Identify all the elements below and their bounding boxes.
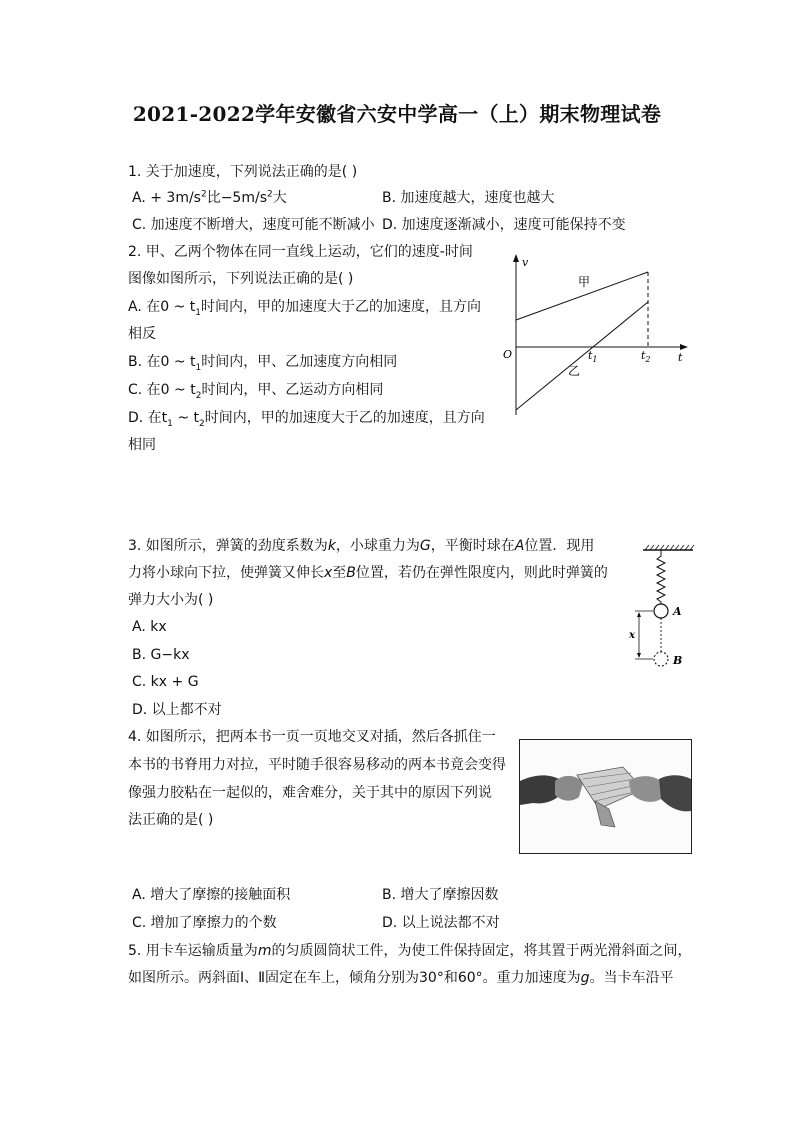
q1-stem: 1. 关于加速度，下列说法正确的是( )	[128, 164, 358, 180]
q5-stem-line2: 如图所示。两斜面Ⅰ、Ⅱ固定在车上，倾角分别为30°和60°。重力加速度为g。当卡车沿平	[128, 970, 674, 986]
q1-option-b: B. 加速度越大，速度也越大	[382, 190, 555, 206]
q4-stem-line1: 4. 如图所示，把两本书一页一页地交叉对插，然后各抓住一	[128, 729, 496, 745]
q2-option-d: D. 在$t_1$ ~ $t_2$时间内，甲的加速度大于乙的加速度，且方向	[128, 410, 485, 429]
books-photo	[519, 739, 692, 854]
t-axis-arrow	[680, 344, 688, 350]
q5-stem-line1: 5. 用卡车运输质量为m的匀质圆筒状工件，为使工件保持固定，将其置于两光滑斜面之间，	[128, 943, 692, 959]
label-a: A	[673, 605, 682, 618]
q4-option-d: D. 以上说法都不对	[382, 915, 500, 931]
q2-option-a-cont: 相反	[128, 326, 156, 342]
origin-label: O	[503, 348, 513, 361]
q3-option-c: C. kx + G	[132, 674, 199, 690]
ball-a	[654, 604, 668, 618]
line-yi	[516, 302, 648, 410]
t2-label: $t_2$	[641, 349, 651, 364]
label-b: B	[673, 654, 683, 667]
page-title: 2021-2022学年安徽省六安中学高一（上）期末物理试卷	[132, 102, 662, 126]
q1-option-a: A. + $3m/s^2$比$-5m/s^2$大	[132, 189, 287, 206]
q2-option-b: B. 在0 ~ $t_1$时间内，甲、乙加速度方向相同	[128, 354, 398, 373]
q4-option-a: A. 增大了摩擦的接触面积	[132, 887, 291, 903]
q2-stem-line2: 图像如图所示，下列说法正确的是( )	[128, 271, 354, 287]
t-axis-label: t	[678, 351, 683, 364]
q2-option-c: C. 在0 ~ $t_2$时间内，甲、乙运动方向相同	[128, 382, 384, 401]
q3-option-a: A. kx	[132, 619, 167, 635]
jia-label: 甲	[578, 275, 591, 289]
yi-label: 乙	[568, 364, 581, 378]
q3-stem-line3: 弹力大小为( )	[128, 592, 214, 608]
q4-stem-line3: 像强力胶粘在一起似的，难舍难分，关于其中的原因下列说	[128, 785, 492, 801]
q4-option-b: B. 增大了摩擦因数	[382, 887, 499, 903]
spring-figure	[625, 540, 705, 672]
q4-option-c: C. 增加了摩擦力的个数	[132, 915, 277, 931]
v-axis-label: v	[522, 256, 529, 269]
x-label: x	[629, 630, 635, 641]
q1-option-d: D. 加速度逐渐减小，速度可能保持不变	[382, 217, 626, 233]
spring	[657, 550, 665, 604]
q4-stem-line4: 法正确的是( )	[128, 812, 214, 828]
ball-b	[654, 652, 668, 666]
q3-stem-line1: 3. 如图所示，弹簧的劲度系数为k，小球重力为G，平衡时球在A位置．现用	[128, 538, 595, 554]
ceiling-hatch	[645, 545, 694, 550]
q3-option-b: B. G−kx	[132, 647, 190, 663]
vt-graph	[496, 250, 696, 420]
q2-option-a: A. 在0 ~ $t_1$时间内，甲的加速度大于乙的加速度，且方向	[128, 299, 481, 318]
q1-option-c: C. 加速度不断增大，速度可能不断减小	[132, 217, 375, 233]
q2-option-d-cont: 相同	[128, 437, 156, 453]
q4-stem-line2: 本书的书脊用力对拉，平时随手很容易移动的两本书竟会变得	[128, 757, 506, 773]
x-arrow-bottom	[637, 653, 641, 658]
v-axis-arrow	[513, 254, 519, 262]
t1-label: $t_1$	[588, 349, 598, 364]
q3-option-d: D. 以上都不对	[132, 702, 222, 718]
left-hand	[555, 776, 583, 801]
x-arrow-top	[637, 612, 641, 617]
q3-stem-line2: 力将小球向下拉，使弹簧又伸长x至B位置，若仍在弹性限度内，则此时弹簧的	[128, 565, 608, 581]
q2-stem-line1: 2. 甲、乙两个物体在同一直线上运动，它们的速度-时间	[128, 244, 473, 260]
